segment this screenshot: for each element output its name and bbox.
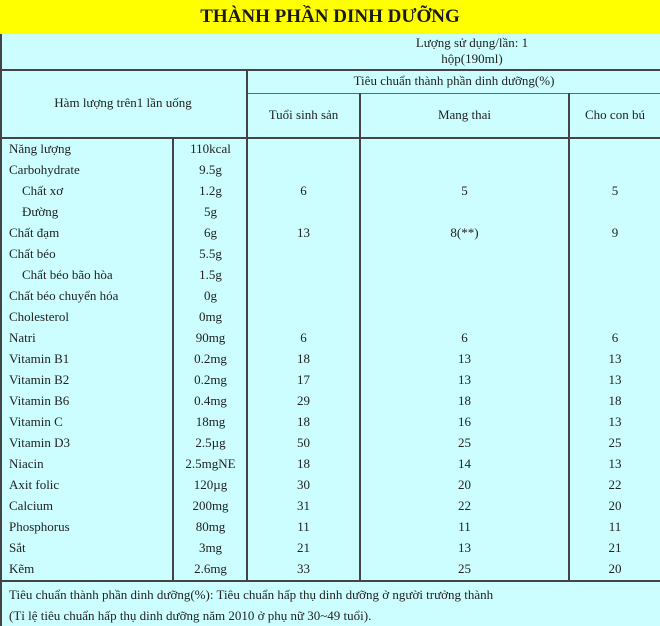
value-reproductive-age: 18 <box>297 456 310 471</box>
nutrient-amount: 2.6mg <box>194 561 227 576</box>
footnote-line-1: Tiêu chuẩn thành phần dinh dưỡng(%): Tiêu chuẩn hấp thụ dinh dưỡng ở người trưởng thành <box>9 587 494 602</box>
nutrient-amount: 1.2g <box>199 183 222 198</box>
nutrient-amount: 6g <box>204 225 217 240</box>
nutrient-name: Niacin <box>9 456 44 471</box>
usage-info <box>372 35 572 67</box>
value-reproductive-age: 18 <box>297 351 310 366</box>
value-reproductive-age: 31 <box>297 498 310 513</box>
value-breastfeeding: 13 <box>608 372 622 387</box>
nutrient-amount: 5.5g <box>199 246 222 261</box>
nutrient-name: Chất béo chuyển hóa <box>9 288 119 303</box>
value-pregnant: 11 <box>458 519 471 534</box>
table-title: THÀNH PHẦN DINH DƯỠNG <box>0 0 660 34</box>
col-header-reproductive-age: Tuổi sinh sản <box>268 107 339 122</box>
value-reproductive-age: 33 <box>297 561 310 576</box>
value-breastfeeding: 6 <box>611 330 619 345</box>
value-reproductive-age: 21 <box>297 540 310 555</box>
nutrient-amount: 2.5µg <box>195 435 226 450</box>
value-breastfeeding: 5 <box>611 183 619 198</box>
col-header-breastfeeding: Cho con bú <box>585 107 645 122</box>
nutrient-name: Phosphorus <box>9 519 70 534</box>
value-breastfeeding: 21 <box>608 540 622 555</box>
header-bottom-divider <box>0 137 660 139</box>
nutrient-amount: 0g <box>204 288 217 303</box>
nutrient-amount: 9.5g <box>199 162 222 177</box>
value-breastfeeding: 20 <box>608 498 622 513</box>
value-pregnant: 5 <box>461 183 468 198</box>
subheader-divider <box>247 93 660 94</box>
value-reproductive-age: 6 <box>300 330 307 345</box>
value-pregnant: 13 <box>458 351 471 366</box>
value-breastfeeding: 13 <box>608 456 622 471</box>
nutrient-name: Natri <box>9 330 36 345</box>
nutrient-amount: 18mg <box>195 414 226 429</box>
nutrient-amount: 0.2mg <box>194 372 227 387</box>
nutrient-amount: 0.4mg <box>194 393 227 408</box>
usage-line-2: hộp(190ml) <box>441 51 503 66</box>
value-breastfeeding: 18 <box>608 393 622 408</box>
nutrient-name: Axit folic <box>9 477 60 492</box>
value-breastfeeding: 13 <box>608 351 622 366</box>
footnote-line-2: (Tỉ lệ tiêu chuẩn hấp thụ dinh dưỡng năm 2010 ở phụ nữ 30~49 tuổi). <box>9 608 372 623</box>
nutrient-amount: 90mg <box>195 330 226 345</box>
nutrient-name: Carbohydrate <box>9 162 80 177</box>
value-pregnant: 20 <box>458 477 471 492</box>
col-header-pregnant: Mang thai <box>437 107 492 122</box>
footnote <box>9 584 493 626</box>
value-pregnant: 8(**) <box>450 225 479 240</box>
value-reproductive-age: 6 <box>300 183 307 198</box>
nutrient-name: Chất xơ <box>22 183 64 198</box>
value-reproductive-age: 17 <box>297 372 310 387</box>
value-breastfeeding: 9 <box>611 225 619 240</box>
value-pregnant: 13 <box>458 372 471 387</box>
value-reproductive-age: 11 <box>297 519 310 534</box>
nutrient-name: Năng lượng <box>9 141 71 156</box>
nutrient-name: Vitamin C <box>9 414 63 429</box>
value-reproductive-age: 13 <box>297 225 310 240</box>
value-pregnant: 13 <box>458 540 471 555</box>
value-pregnant: 14 <box>458 456 471 471</box>
value-pregnant: 6 <box>461 330 468 345</box>
nutrient-name: Kẽm <box>9 561 35 576</box>
nutrient-amount: 120µg <box>193 477 228 492</box>
nutrient-amount: 200mg <box>192 498 229 513</box>
value-pregnant: 18 <box>458 393 471 408</box>
nutrient-name: Calcium <box>9 498 54 513</box>
usage-section <box>0 34 660 69</box>
nutrient-name: Vitamin D3 <box>9 435 70 450</box>
value-pregnant: 22 <box>458 498 471 513</box>
nutrient-name: Chất béo <box>9 246 56 261</box>
nutrient-name: Cholesterol <box>9 309 69 324</box>
value-breastfeeding: 11 <box>608 519 622 534</box>
nutrient-name: Chất béo bão hòa <box>22 267 113 282</box>
value-pregnant: 25 <box>458 435 471 450</box>
footer-divider <box>0 580 660 582</box>
value-reproductive-age: 29 <box>297 393 310 408</box>
table-left-border <box>0 34 2 626</box>
value-reproductive-age: 18 <box>297 414 310 429</box>
nutrient-amount: 80mg <box>195 519 226 534</box>
value-pregnant: 16 <box>458 414 471 429</box>
nutrient-amount: 1.5g <box>199 267 222 282</box>
nutrient-amount: 3mg <box>198 540 223 555</box>
value-breastfeeding: 13 <box>608 414 622 429</box>
nutrient-name: Vitamin B2 <box>9 372 70 387</box>
nutrient-amount: 110kcal <box>190 141 231 156</box>
value-pregnant: 25 <box>458 561 471 576</box>
content-per-serving-header: Hàm lượng trên1 lần uống <box>54 95 192 110</box>
value-breastfeeding: 22 <box>608 477 622 492</box>
value-reproductive-age: 50 <box>297 435 310 450</box>
nutrient-amount: 0.2mg <box>194 351 227 366</box>
value-breastfeeding: 25 <box>608 435 622 450</box>
nutrient-name: Đường <box>22 204 59 219</box>
nutrient-name: Vitamin B6 <box>9 393 70 408</box>
nutrient-name: Chất đạm <box>9 225 60 240</box>
nutrient-amount: 5g <box>204 204 217 219</box>
value-breastfeeding: 20 <box>608 561 622 576</box>
usage-line-1: Lượng sử dụng/lần: 1 <box>415 35 529 50</box>
header-top-divider <box>0 69 660 71</box>
nutrition-standard-header: Tiêu chuẩn thành phần dinh dưỡng(%) <box>353 73 555 88</box>
nutrient-amount: 0mg <box>198 309 223 324</box>
value-reproductive-age: 30 <box>297 477 310 492</box>
nutrient-amount: 2.5mgNE <box>185 456 236 471</box>
nutrient-name: Sắt <box>9 540 26 555</box>
nutrient-name: Vitamin B1 <box>9 351 70 366</box>
